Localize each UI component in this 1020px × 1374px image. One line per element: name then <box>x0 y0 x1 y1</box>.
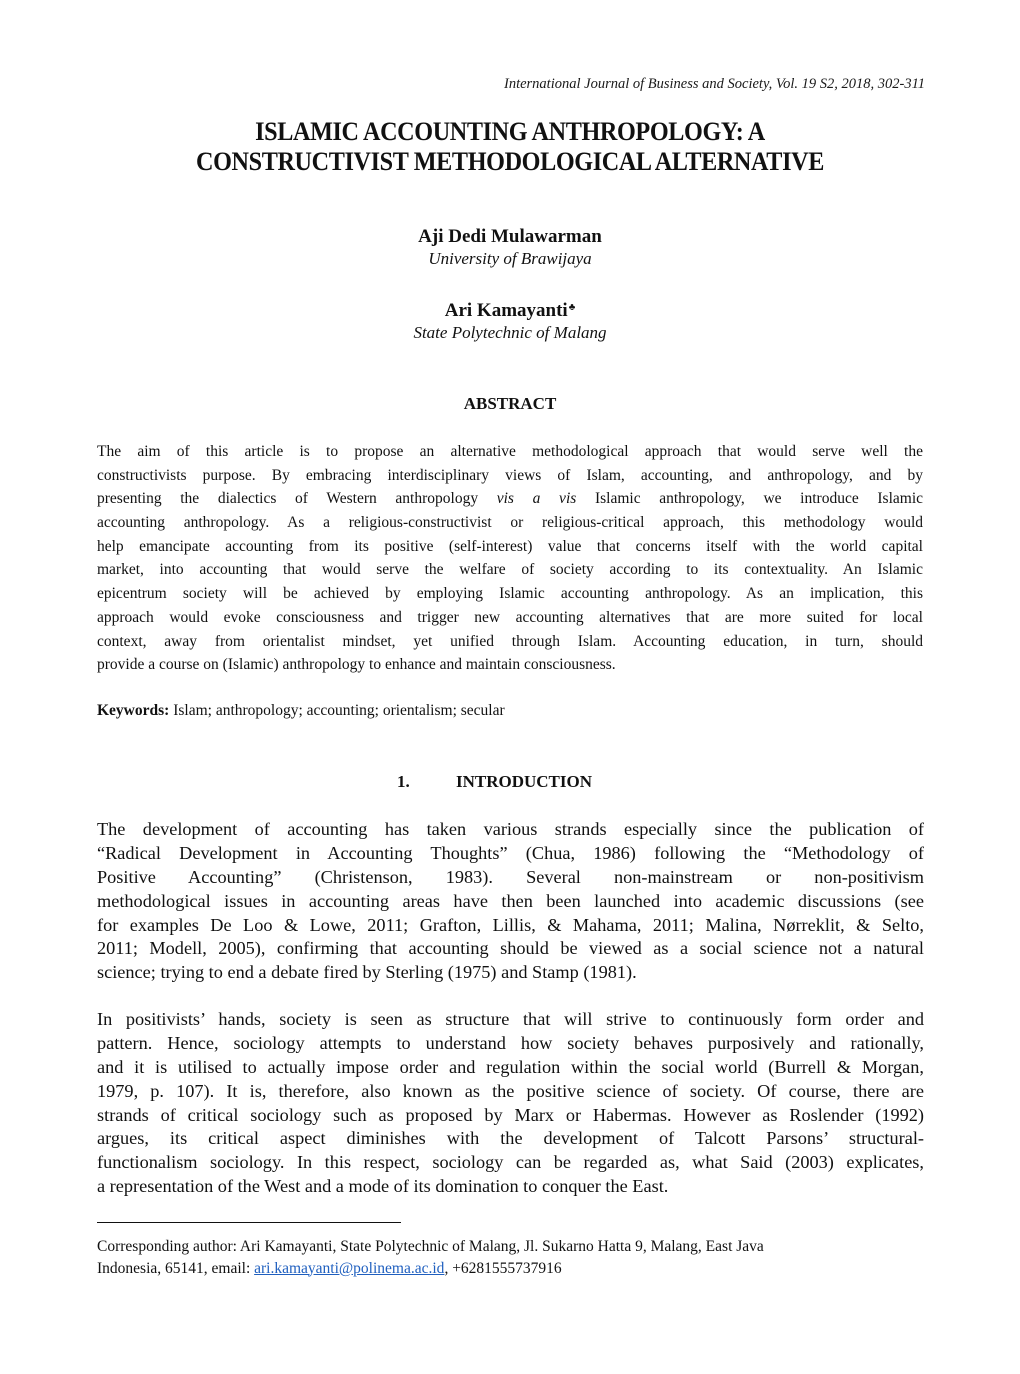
keywords-value: Islam; anthropology; accounting; orientalism; secular <box>169 702 505 719</box>
paragraph-line: argues, its critical aspect diminishes with the development of Talcott Parsons’ structural- <box>97 1128 924 1149</box>
paper-title <box>92 117 929 177</box>
keywords-label: Keywords: <box>97 702 170 719</box>
paragraph-line: pattern. Hence, sociology attempts to understand how society behaves purposively and rationally, <box>97 1032 924 1053</box>
paragraph-line: for examples De Loo & Lowe, 2011; Grafton, Lillis, & Mahama, 2011; Malina, Nørreklit, & Selto, <box>97 914 924 935</box>
author-1 <box>0 226 1020 270</box>
abstract-line: context, away from orientalist mindset, yet unified through Islam. Accounting education, in turn, should <box>97 632 923 650</box>
paragraph-line: science; trying to end a debate fired by Sterling (1975) and Stamp (1981). <box>97 962 637 983</box>
abstract-line: market, into accounting that would serve the welfare of society according to its contextuality. An Islamic <box>97 561 923 579</box>
abstract-line: provide a course on (Islamic) anthropology to enhance and maintain consciousness. <box>97 656 616 674</box>
paragraph-1 <box>97 818 924 985</box>
abstract-line: The aim of this article is to propose an alternative methodological approach that would serve well the <box>97 443 923 460</box>
paragraph-line: strands of critical sociology such as proposed by Marx or Habermas. However as Roslender (1992) <box>97 1104 924 1125</box>
title-line-2: CONSTRUCTIVIST METHODOLOGICAL ALTERNATIVE <box>196 147 824 176</box>
italic-term: vis a vis <box>496 490 577 508</box>
paragraph-line: “Radical Development in Accounting Thoughts” (Chua, 1986) following the “Methodology of <box>97 842 924 863</box>
abstract-line: constructivists purpose. By embracing interdisciplinary views of Islam, accounting, and anthropology, and by <box>97 466 923 484</box>
footnote-divider <box>97 1222 401 1223</box>
text-run: presenting the dialectics of Western anthropology <box>97 490 497 508</box>
abstract-line: accounting anthropology. As a religious-constructivist or religious-critical approach, this methodology would <box>97 514 923 532</box>
author-2 <box>0 297 1020 344</box>
footnote-line: Corresponding author: Ari Kamayanti, State Polytechnic of Malang, Jl. Sukarno Hatta 9, Malang, East Java <box>97 1238 764 1255</box>
section-number: 1. <box>397 772 410 791</box>
author-affiliation: State Polytechnic of Malang <box>413 323 607 342</box>
phone-number: , +6281555737916 <box>444 1259 562 1277</box>
paragraph-line: and it is utilised to actually impose order and regulation within the social world (Burrell & Morgan, <box>97 1056 924 1077</box>
author-name-text: Ari Kamayanti <box>444 300 568 321</box>
author-name <box>0 297 1020 322</box>
footnote <box>97 1236 927 1279</box>
title-line-1: ISLAMIC ACCOUNTING ANTHROPOLOGY: A <box>255 117 765 146</box>
paragraph-line: Positive Accounting” (Christenson, 1983). Several non-mainstream or non-positivism <box>97 866 924 887</box>
paragraph-line: a representation of the West and a mode of its domination to conquer the East. <box>97 1176 669 1197</box>
text-run: Islamic anthropology, we introduce Islamic <box>576 490 924 508</box>
keywords <box>97 702 505 720</box>
paragraph-2 <box>97 1008 924 1199</box>
author-name: Aji Dedi Mulawarman <box>418 226 602 247</box>
running-header: International Journal of Business and Society, Vol. 19 S2, 2018, 302-311 <box>503 76 925 92</box>
corresponding-author-club-icon: ♣ <box>568 302 576 313</box>
paragraph-line: 1979, p. 107). It is, therefore, also known as the positive science of society. Of course, there are <box>97 1080 924 1101</box>
abstract-line: approach would evoke consciousness and trigger new accounting alternatives that are more suited for local <box>97 608 923 626</box>
paragraph-line: The development of accounting has taken various strands especially since the publication of <box>97 819 924 839</box>
author-affiliation: University of Brawijaya <box>428 249 592 268</box>
abstract-line <box>97 487 923 511</box>
paragraph-line: functionalism sociology. In this respect, sociology can be regarded as, what Said (2003) explicates, <box>97 1152 924 1173</box>
paragraph-line: methodological issues in accounting areas have then been launched into academic discussions (see <box>97 890 924 911</box>
paragraph-line: In positivists’ hands, society is seen as structure that will strive to continuously form order and <box>97 1009 924 1029</box>
footnote-line <box>97 1258 927 1280</box>
footnote-text: Indonesia, 65141, email: <box>97 1259 255 1277</box>
email-link[interactable]: ari.kamayanti@polinema.ac.id <box>254 1259 445 1277</box>
paragraph-line: 2011; Modell, 2005), confirming that accounting should be viewed as a social science not a natural <box>97 938 924 959</box>
section-title: INTRODUCTION <box>456 772 593 791</box>
abstract-body <box>97 440 923 677</box>
abstract-line: epicentrum society will be achieved by employing Islamic accounting anthropology. As an implication, this <box>97 585 923 603</box>
abstract-heading: ABSTRACT <box>463 394 557 413</box>
abstract-line: help emancipate accounting from its positive (self-interest) value that concerns itself with the world capital <box>97 537 923 555</box>
